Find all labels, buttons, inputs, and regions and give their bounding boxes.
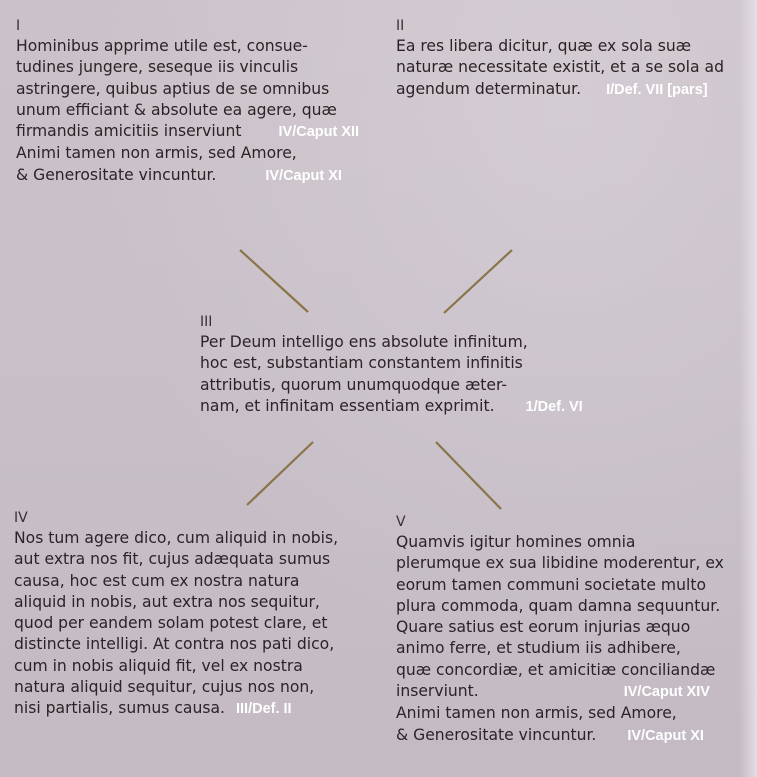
block-ii-line: naturæ necessitate existit, et a se sola ad [396, 58, 724, 77]
block-ii [396, 16, 724, 101]
block-iv-line: causa, hoc est cum ex nostra natura [14, 571, 300, 590]
block-v-line: Quare satius est eorum injurias æquo [396, 618, 691, 637]
block-iii-line: attributis, quorum unumquodque æter- [200, 375, 508, 394]
block-i-line-with-ref [16, 165, 359, 187]
block-i-line: unum efficiant & absolute ea agere, quæ [16, 100, 337, 119]
connector-line-top-left [240, 250, 308, 312]
block-i-line: firmandis amicitiis inserviunt [16, 122, 242, 141]
block-iv-line-with-ref [14, 698, 338, 720]
block-iv-line: nisi partialis, sumus causa. [14, 699, 226, 718]
block-v-line-with-ref [396, 681, 724, 703]
block-i-line: Animi tamen non armis, sed Amore, [16, 144, 297, 163]
panel-edge-highlight [739, 0, 757, 777]
block-v-line: & Generositate vincuntur. [396, 725, 597, 744]
block-v-line: eorum tamen communi societate multo [396, 575, 706, 594]
block-iii-line: nam, et infinitam essentiam exprimit. [200, 396, 495, 415]
block-ii-line: Ea res libera dicitur, quæ ex sola suæ [396, 37, 692, 55]
block-v-line: plura commoda, quam damna sequuntur. [396, 596, 721, 615]
connector-line-bottom-left [247, 442, 313, 505]
block-v-line-with-ref [396, 725, 724, 747]
block-i-line: Hominibus apprime utile est, consue- [16, 37, 308, 55]
block-ii-line: agendum determinatur. [396, 79, 582, 98]
block-iii [200, 312, 583, 418]
block-iv [14, 508, 338, 721]
block-v-line: Quamvis igitur homines omnia [396, 533, 636, 551]
block-iii-line-with-ref [200, 396, 583, 418]
connector-line-bottom-right [436, 442, 501, 509]
block-i-line: tudines jungere, seseque iis vinculis [16, 58, 299, 77]
block-iv-line: natura aliquid sequitur, cujus nos non, [14, 678, 315, 697]
block-i-reference: IV/Caput XII [278, 124, 360, 141]
block-i-numeral: I [16, 18, 21, 34]
block-v-reference: IV/Caput XIV [623, 684, 710, 701]
block-ii-numeral: II [396, 18, 405, 34]
block-v-line: inserviunt. [396, 682, 479, 701]
block-iv-numeral: IV [14, 510, 28, 526]
block-v-line: quæ concordiæ, et amicitiæ conciliandæ [396, 660, 716, 679]
block-ii-reference: I/Def. VII [pars] [606, 81, 708, 98]
block-ii-line-with-ref [396, 79, 724, 101]
block-iv-line: distincte intelligi. At contra nos pati dico, [14, 635, 335, 654]
block-v-reference: IV/Caput XI [627, 727, 704, 744]
block-iv-line: aut extra nos fit, cujus adæquata sumus [14, 550, 331, 569]
block-v-numeral: V [396, 514, 406, 530]
block-iii-line: Per Deum intelligo ens absolute infinitum, [200, 333, 528, 351]
connector-line-top-right [444, 250, 512, 313]
block-i-reference: IV/Caput XI [265, 167, 342, 184]
block-i-line: & Generositate vincuntur. [16, 165, 217, 184]
block-i [16, 16, 359, 187]
block-iii-line: hoc est, substantiam constantem infinitis [200, 354, 523, 373]
block-iv-reference: III/Def. II [235, 701, 292, 718]
block-iv-line: Nos tum agere dico, cum aliquid in nobis, [14, 529, 339, 547]
block-iii-numeral: III [200, 314, 213, 330]
block-i-line: astringere, quibus aptius de se omnibus [16, 79, 330, 98]
block-v [396, 512, 724, 747]
block-iv-line: cum in nobis aliquid fit, vel ex nostra [14, 656, 303, 675]
block-v-line: Animi tamen non armis, sed Amore, [396, 704, 677, 723]
block-iv-line: aliquid in nobis, aut extra nos sequitur, [14, 592, 320, 611]
block-v-line: plerumque ex sua libidine moderentur, ex [396, 554, 724, 573]
block-v-line: animo ferre, et studium iis adhibere, [396, 639, 681, 658]
block-iii-reference: 1/Def. VI [525, 398, 583, 415]
block-iv-line: quod per eandem solam potest clare, et [14, 614, 328, 633]
block-i-line-with-ref [16, 121, 359, 143]
